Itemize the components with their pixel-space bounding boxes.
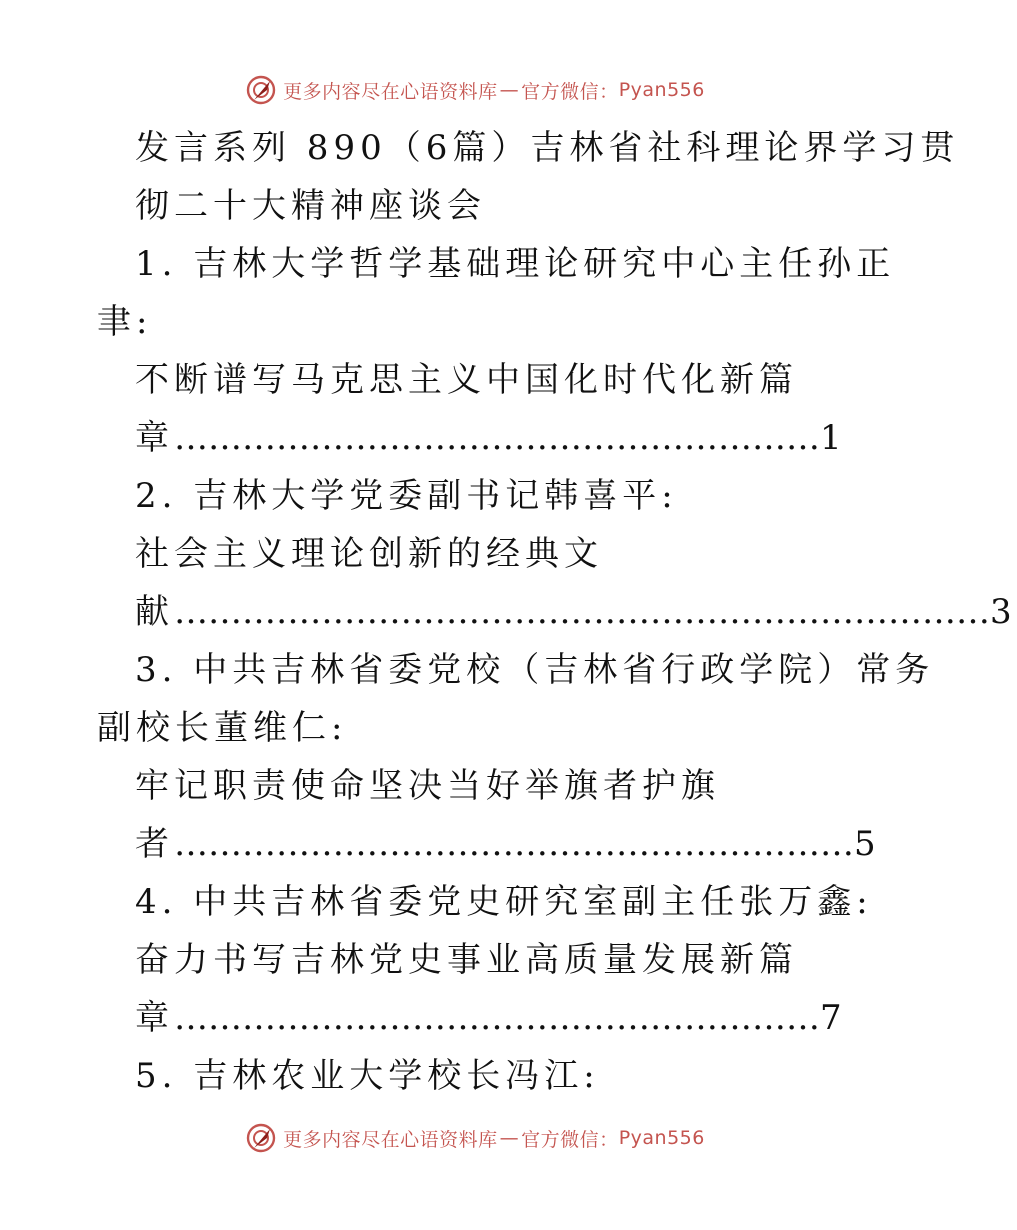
toc-entry-2-title[interactable]: 社会主义理论创新的经典文: [135, 534, 603, 574]
footer-watermark: [0, 1122, 950, 1154]
toc-entry-1-heading: 1. 吉林大学哲学基础理论研究中心主任孙正: [135, 244, 896, 284]
toc-entry-4-dots: …………………………………………………: [174, 998, 820, 1038]
wechat-id: Pyan556: [618, 1127, 705, 1149]
brand-text: 更多内容尽在心语资料库: [283, 1128, 498, 1151]
toc-entry-1-heading-cont: 聿:: [97, 302, 153, 342]
wechat-id: Pyan556: [618, 79, 705, 101]
toc-entry-4-leader[interactable]: [135, 998, 847, 1038]
toc-entry-2-heading: 2. 吉林大学党委副书记韩喜平:: [135, 476, 678, 516]
toc-entry-2-leader[interactable]: [135, 592, 1017, 632]
brand-separator: —: [499, 79, 520, 101]
toc-entry-1-title[interactable]: 不断谱写马克思主义中国化时代化新篇: [135, 360, 798, 400]
quill-logo-icon: [245, 74, 277, 106]
doc-title-line-1: 发言系列 890（6篇）吉林省社科理论界学习贯: [135, 128, 960, 168]
toc-entry-3-dots: ……………………………………………………: [174, 824, 854, 864]
toc-entry-3-title[interactable]: 牢记职责使命坚决当好举旗者护旗: [135, 766, 720, 806]
toc-entry-2-title-end: 献: [135, 592, 174, 632]
toc-entry-4-heading: 4. 中共吉林省委党史研究室副主任张万鑫:: [135, 882, 873, 922]
toc-entry-2-page: 3: [990, 592, 1017, 632]
toc-entry-5-heading: 5. 吉林农业大学校长冯江:: [135, 1056, 600, 1096]
toc-entry-3-heading: 3. 中共吉林省委党校（吉林省行政学院）常务: [135, 650, 935, 690]
toc-entry-1-title-end: 章: [135, 418, 174, 458]
toc-entry-3-page: 5: [854, 824, 881, 864]
toc-entry-4-title[interactable]: 奋力书写吉林党史事业高质量发展新篇: [135, 940, 798, 980]
doc-title-line-2: 彻二十大精神座谈会: [135, 186, 486, 226]
toc-entry-3-leader[interactable]: [135, 824, 881, 864]
official-label: 官方微信：: [521, 80, 619, 103]
toc-entry-1-leader[interactable]: [135, 418, 847, 458]
header-watermark: [0, 74, 950, 106]
quill-logo-icon: [245, 1122, 277, 1154]
brand-text: 更多内容尽在心语资料库: [283, 80, 498, 103]
toc-entry-3-heading-cont: 副校长董维仁:: [97, 708, 348, 748]
toc-entry-2-dots: ………………………………………………………………: [174, 592, 990, 632]
toc-entry-1-dots: …………………………………………………: [174, 418, 820, 458]
brand-separator: —: [499, 1127, 520, 1149]
toc-entry-4-title-end: 章: [135, 998, 174, 1038]
official-label: 官方微信：: [521, 1128, 619, 1151]
toc-entry-1-page: 1: [820, 418, 847, 458]
toc-entry-3-title-end: 者: [135, 824, 174, 864]
toc-entry-4-page: 7: [820, 998, 847, 1038]
